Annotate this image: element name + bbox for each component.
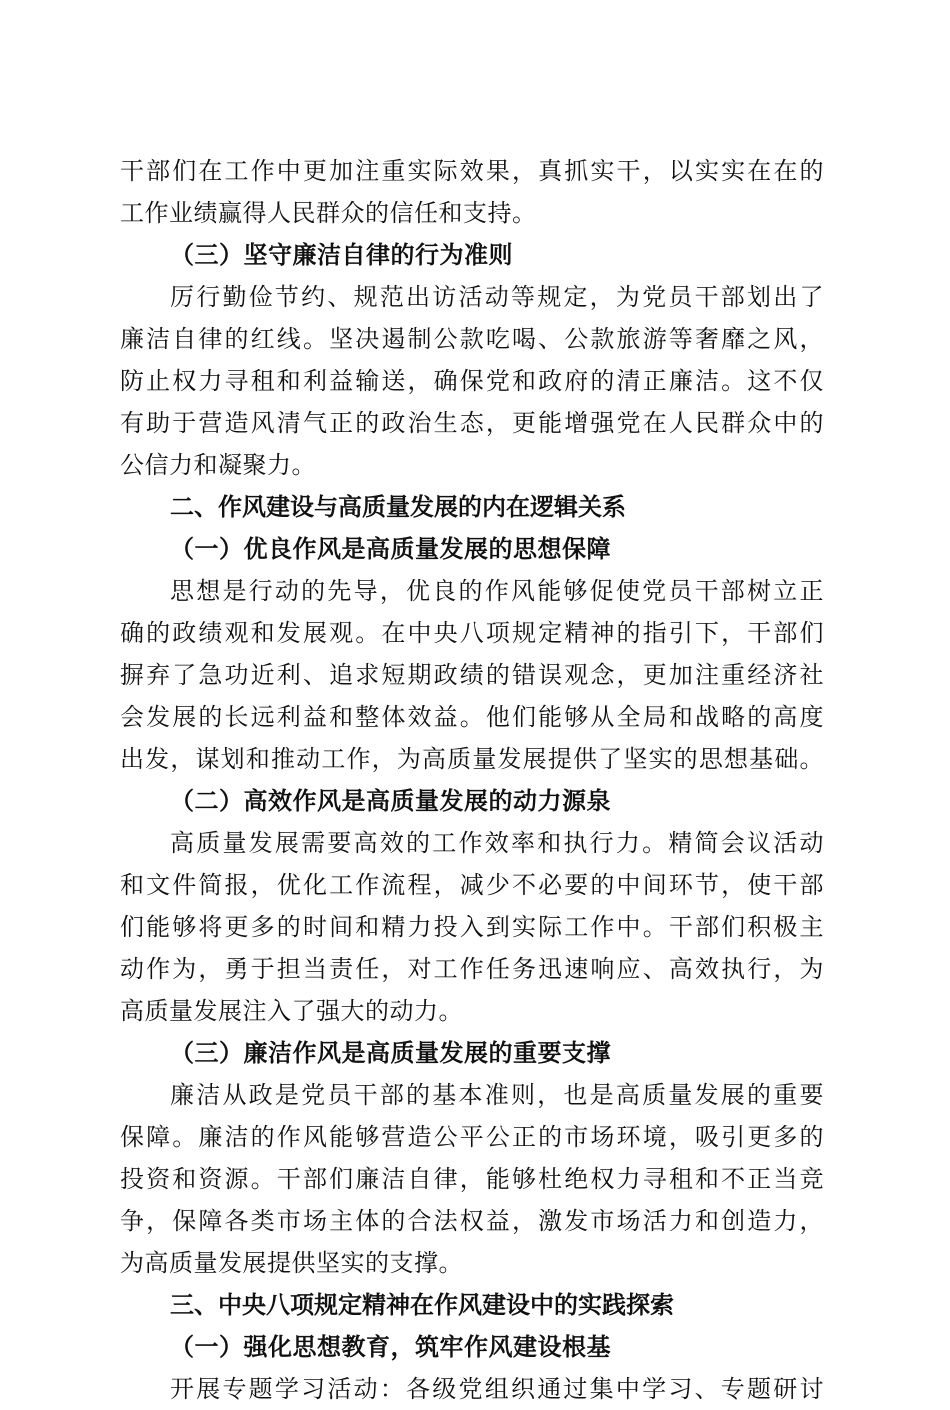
paragraph-line: 工作业绩赢得人民群众的信任和支持。 xyxy=(120,199,537,227)
subsection-heading: （一）优良作风是高质量发展的思想保障 xyxy=(170,534,611,563)
paragraph-line: 保障。廉洁的作风能够营造公平公正的市场环境，吸引更多的 xyxy=(120,1123,824,1151)
subsection-heading: （三）廉洁作风是高质量发展的重要支撑 xyxy=(170,1038,611,1067)
paragraph-line: 摒弃了急功近利、追求短期政绩的错误观念，更加注重经济社 xyxy=(120,661,824,689)
paragraph-line: 干部们在工作中更加注重实际效果，真抓实干，以实实在在的 xyxy=(120,157,824,185)
subsection-heading: （二）高效作风是高质量发展的动力源泉 xyxy=(170,786,611,815)
paragraph-line: 投资和资源。干部们廉洁自律，能够杜绝权力寻租和不正当竞 xyxy=(120,1165,824,1193)
paragraph-line: 廉洁从政是党员干部的基本准则，也是高质量发展的重要 xyxy=(170,1081,824,1109)
paragraph-line: 争，保障各类市场主体的合法权益，激发市场活力和创造力， xyxy=(120,1207,824,1235)
paragraph-line: 有助于营造风清气正的政治生态，更能增强党在人民群众中的 xyxy=(120,409,824,437)
paragraph-line: 动作为，勇于担当责任，对工作任务迅速响应、高效执行，为 xyxy=(120,955,824,983)
subsection-heading: （一）强化思想教育，筑牢作风建设根基 xyxy=(170,1332,611,1361)
paragraph-line: 厉行勤俭节约、规范出访活动等规定，为党员干部划出了 xyxy=(170,283,824,311)
section-heading: 三、中央八项规定精神在作风建设中的实践探索 xyxy=(170,1291,674,1319)
paragraph-line: 确的政绩观和发展观。在中央八项规定精神的指引下，干部们 xyxy=(120,619,824,647)
paragraph-line: 思想是行动的先导，优良的作风能够促使党员干部树立正 xyxy=(170,577,824,605)
paragraph-line: 们能够将更多的时间和精力投入到实际工作中。干部们积极主 xyxy=(120,913,824,941)
paragraph-line: 为高质量发展提供坚实的支撑。 xyxy=(120,1249,463,1277)
paragraph-line: 廉洁自律的红线。坚决遏制公款吃喝、公款旅游等奢靡之风， xyxy=(120,325,824,353)
subsection-heading: （三）坚守廉洁自律的行为准则 xyxy=(170,240,513,269)
section-heading: 二、作风建设与高质量发展的内在逻辑关系 xyxy=(170,493,626,521)
paragraph-line: 和文件简报，优化工作流程，减少不必要的中间环节，使干部 xyxy=(120,871,824,899)
paragraph-line: 高质量发展需要高效的工作效率和执行力。精简会议活动 xyxy=(170,829,824,857)
document-body xyxy=(120,150,824,1410)
paragraph-line: 高质量发展注入了强大的动力。 xyxy=(120,997,463,1025)
paragraph-line: 防止权力寻租和利益输送，确保党和政府的清正廉洁。这不仅 xyxy=(120,367,824,395)
paragraph-line: 出发，谋划和推动工作，为高质量发展提供了坚实的思想基础。 xyxy=(120,745,824,773)
paragraph-line: 公信力和凝聚力。 xyxy=(120,451,316,479)
paragraph-line: 开展专题学习活动：各级党组织通过集中学习、专题研讨 xyxy=(170,1375,824,1403)
paragraph-line: 会发展的长远利益和整体效益。他们能够从全局和战略的高度 xyxy=(120,703,824,731)
